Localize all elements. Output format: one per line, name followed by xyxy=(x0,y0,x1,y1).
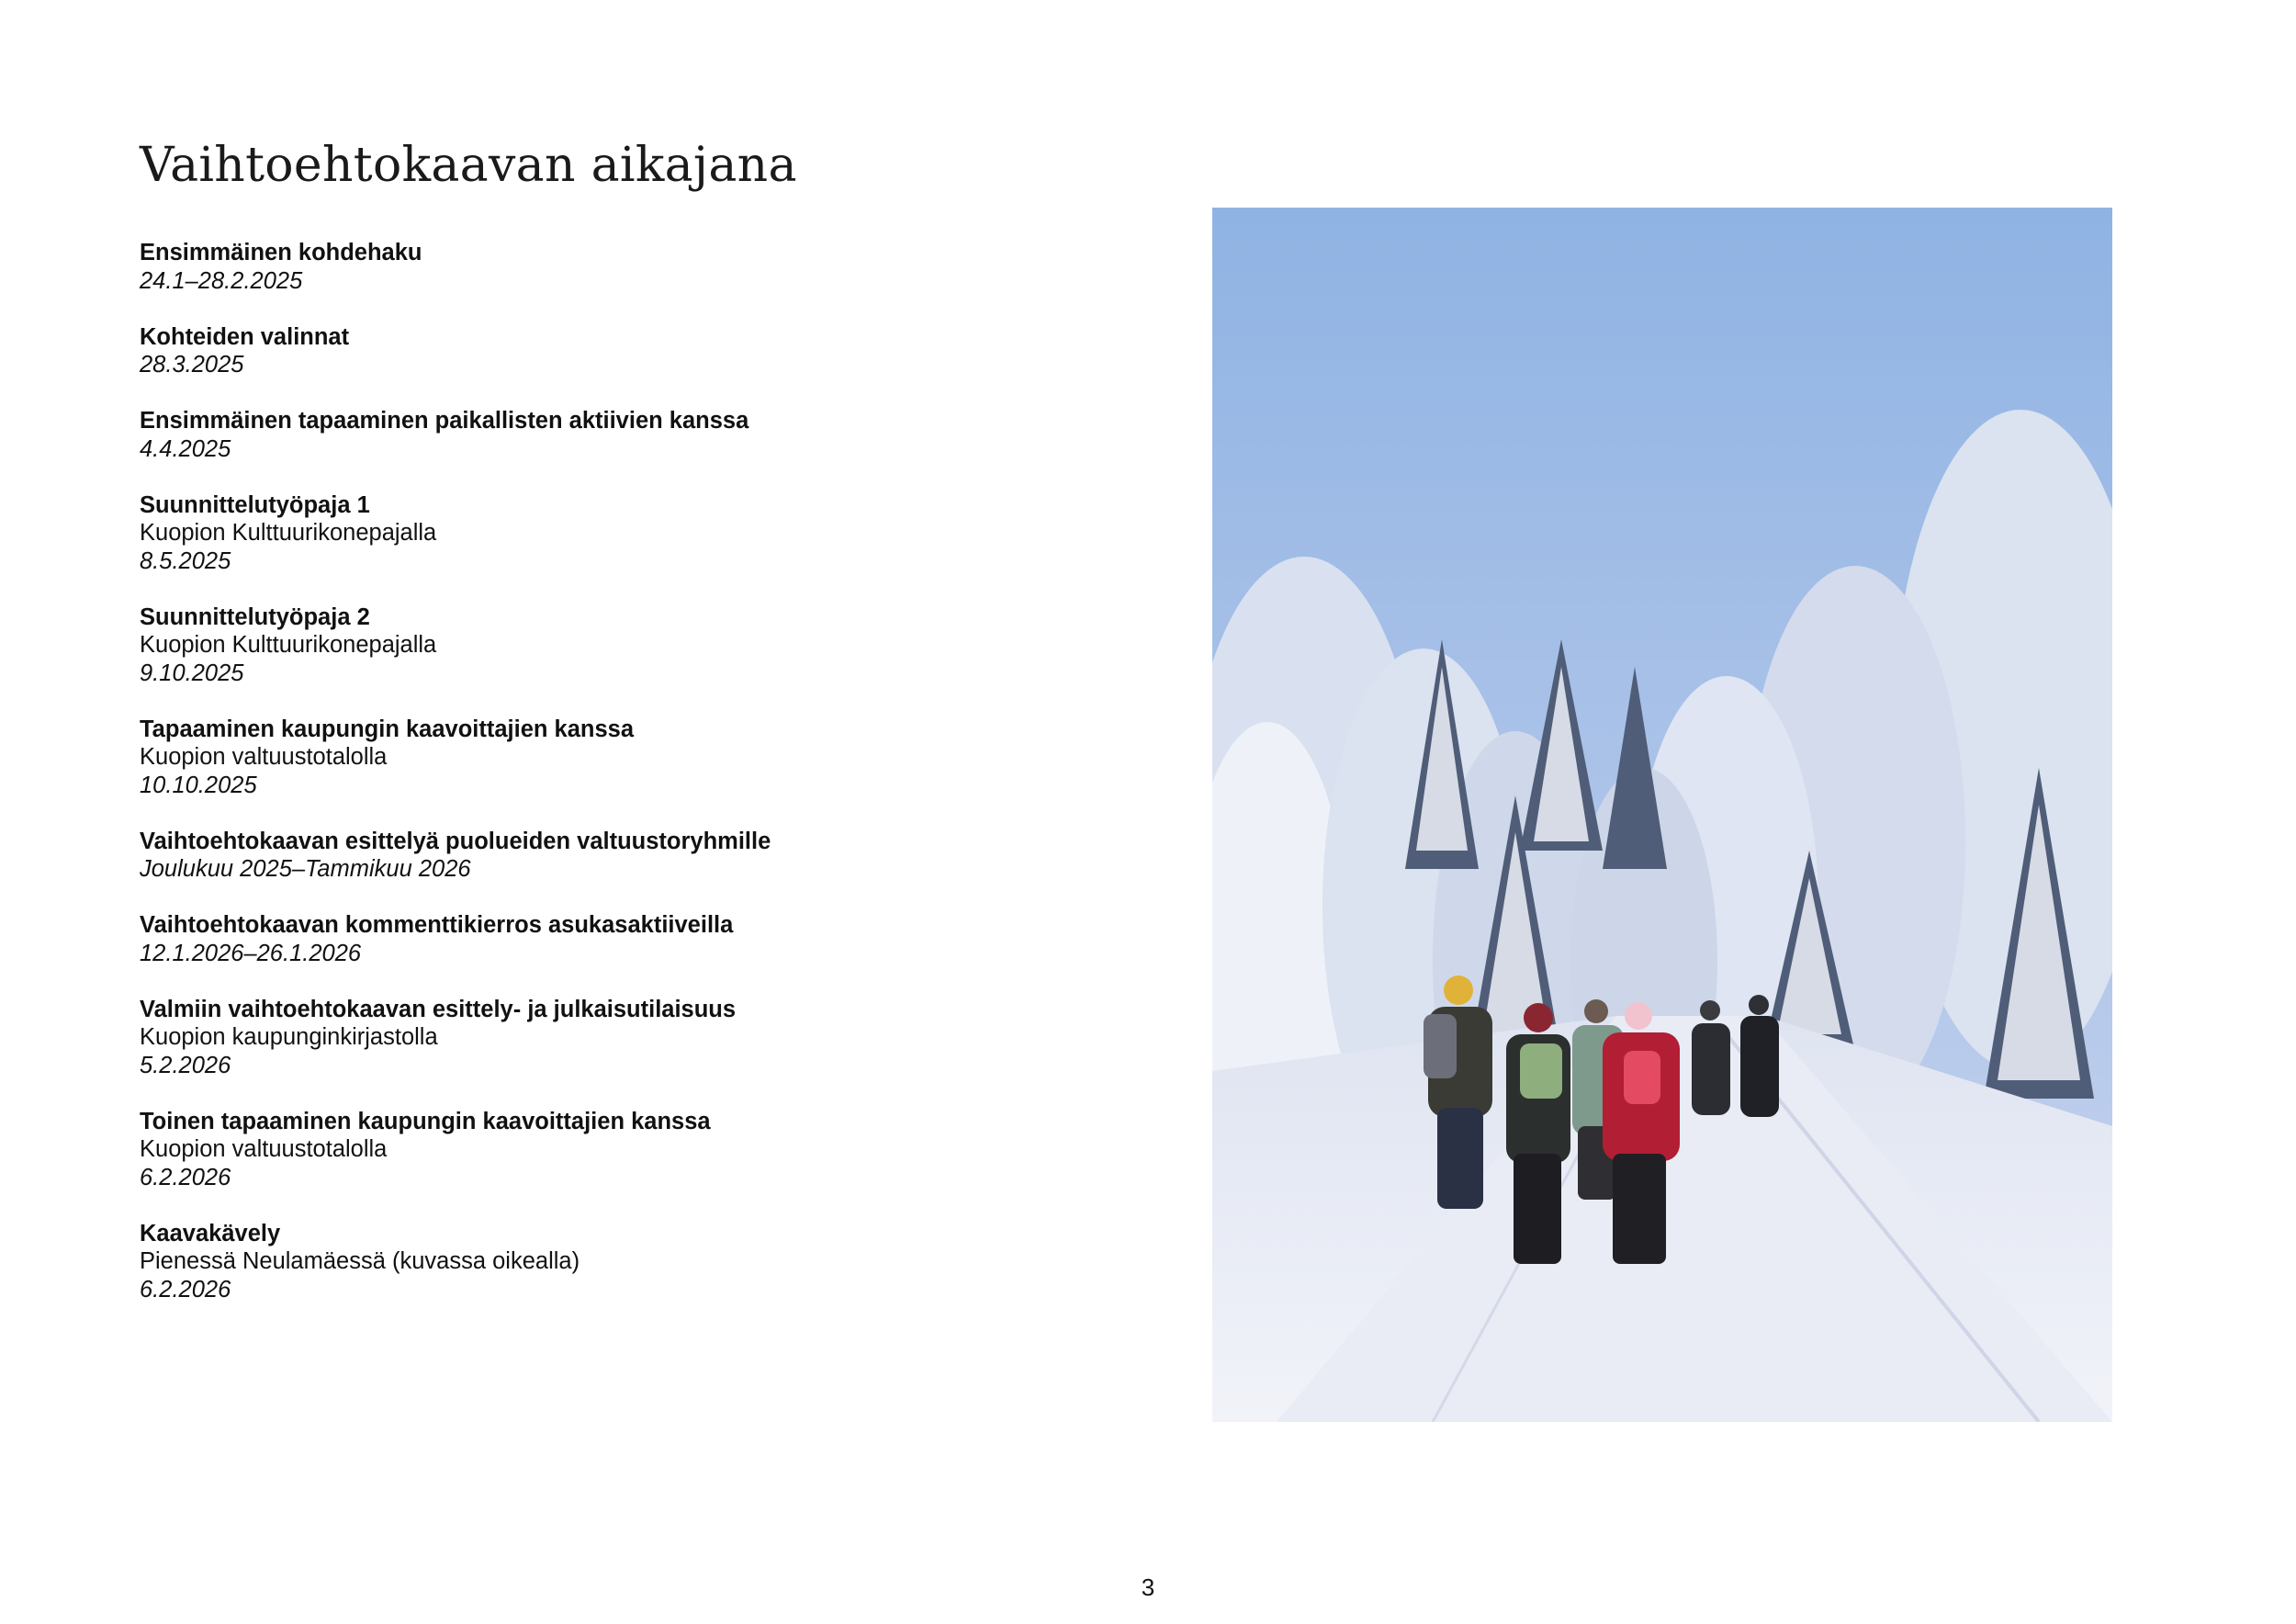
entry-name: Ensimmäinen tapaaminen paikallisten aktiivien kanssa xyxy=(140,408,749,434)
page-number: 3 xyxy=(1141,1573,1155,1601)
entry-location: Kuopion Kulttuurikonepajalla xyxy=(140,520,437,546)
entry-name: Suunnittelutyöpaja 1 xyxy=(140,491,370,518)
entry-name: Vaihtoehtokaavan kommenttikierros asukasaktiiveilla xyxy=(140,912,734,938)
entry-date: 12.1.2026–26.1.2026 xyxy=(140,940,362,966)
timeline-entry xyxy=(140,407,1150,463)
entry-date: 4.4.2025 xyxy=(140,435,231,462)
timeline-entry xyxy=(140,323,1150,379)
winter-walk-photo xyxy=(1212,208,2112,1422)
entry-date: 6.2.2026 xyxy=(140,1276,231,1303)
entry-name: Suunnittelutyöpaja 2 xyxy=(140,603,370,630)
entry-location: Kuopion kaupunginkirjastolla xyxy=(140,1024,438,1050)
entry-date: 9.10.2025 xyxy=(140,660,244,686)
timeline-entry xyxy=(140,911,1150,967)
entry-location: Kuopion valtuustotalolla xyxy=(140,744,388,770)
entry-date: 5.2.2026 xyxy=(140,1052,231,1078)
entry-location: Pienessä Neulamäessä (kuvassa oikealla) xyxy=(140,1248,580,1274)
entry-date: 24.1–28.2.2025 xyxy=(140,267,303,294)
entry-location: Kuopion Kulttuurikonepajalla xyxy=(140,632,437,658)
entry-name: Kaavakävely xyxy=(140,1220,281,1246)
entry-name: Ensimmäinen kohdehaku xyxy=(140,240,422,265)
entry-name: Vaihtoehtokaavan esittelyä puolueiden valtuustoryhmille xyxy=(140,828,771,854)
entry-date: 28.3.2025 xyxy=(140,352,244,378)
entry-name: Toinen tapaaminen kaupungin kaavoittajien kanssa xyxy=(140,1108,711,1134)
timeline-entry xyxy=(140,996,1150,1080)
entry-location: Kuopion valtuustotalolla xyxy=(140,1136,388,1162)
entry-name: Tapaaminen kaupungin kaavoittajien kanssa xyxy=(140,716,635,742)
timeline-entry xyxy=(140,1108,1150,1192)
entry-date: 6.2.2026 xyxy=(140,1164,231,1190)
timeline-entry xyxy=(140,716,1150,800)
timeline-entry xyxy=(140,603,1150,688)
entry-name: Kohteiden valinnat xyxy=(140,323,350,350)
timeline-entry xyxy=(140,1220,1150,1304)
hiker-2 xyxy=(1506,1003,1570,1264)
entry-name: Valmiin vaihtoehtokaavan esittely- ja julkaisutilaisuus xyxy=(140,996,737,1022)
timeline-entry xyxy=(140,239,1150,295)
entry-date: Joulukuu 2025–Tammikuu 2026 xyxy=(140,856,471,882)
timeline-entry xyxy=(140,828,1150,884)
timeline-entry xyxy=(140,491,1150,576)
timeline-list xyxy=(140,239,1150,1332)
entry-date: 10.10.2025 xyxy=(140,772,257,798)
entry-date: 8.5.2025 xyxy=(140,547,231,574)
page-title: Vaihtoehtokaavan aikajana xyxy=(140,138,797,193)
